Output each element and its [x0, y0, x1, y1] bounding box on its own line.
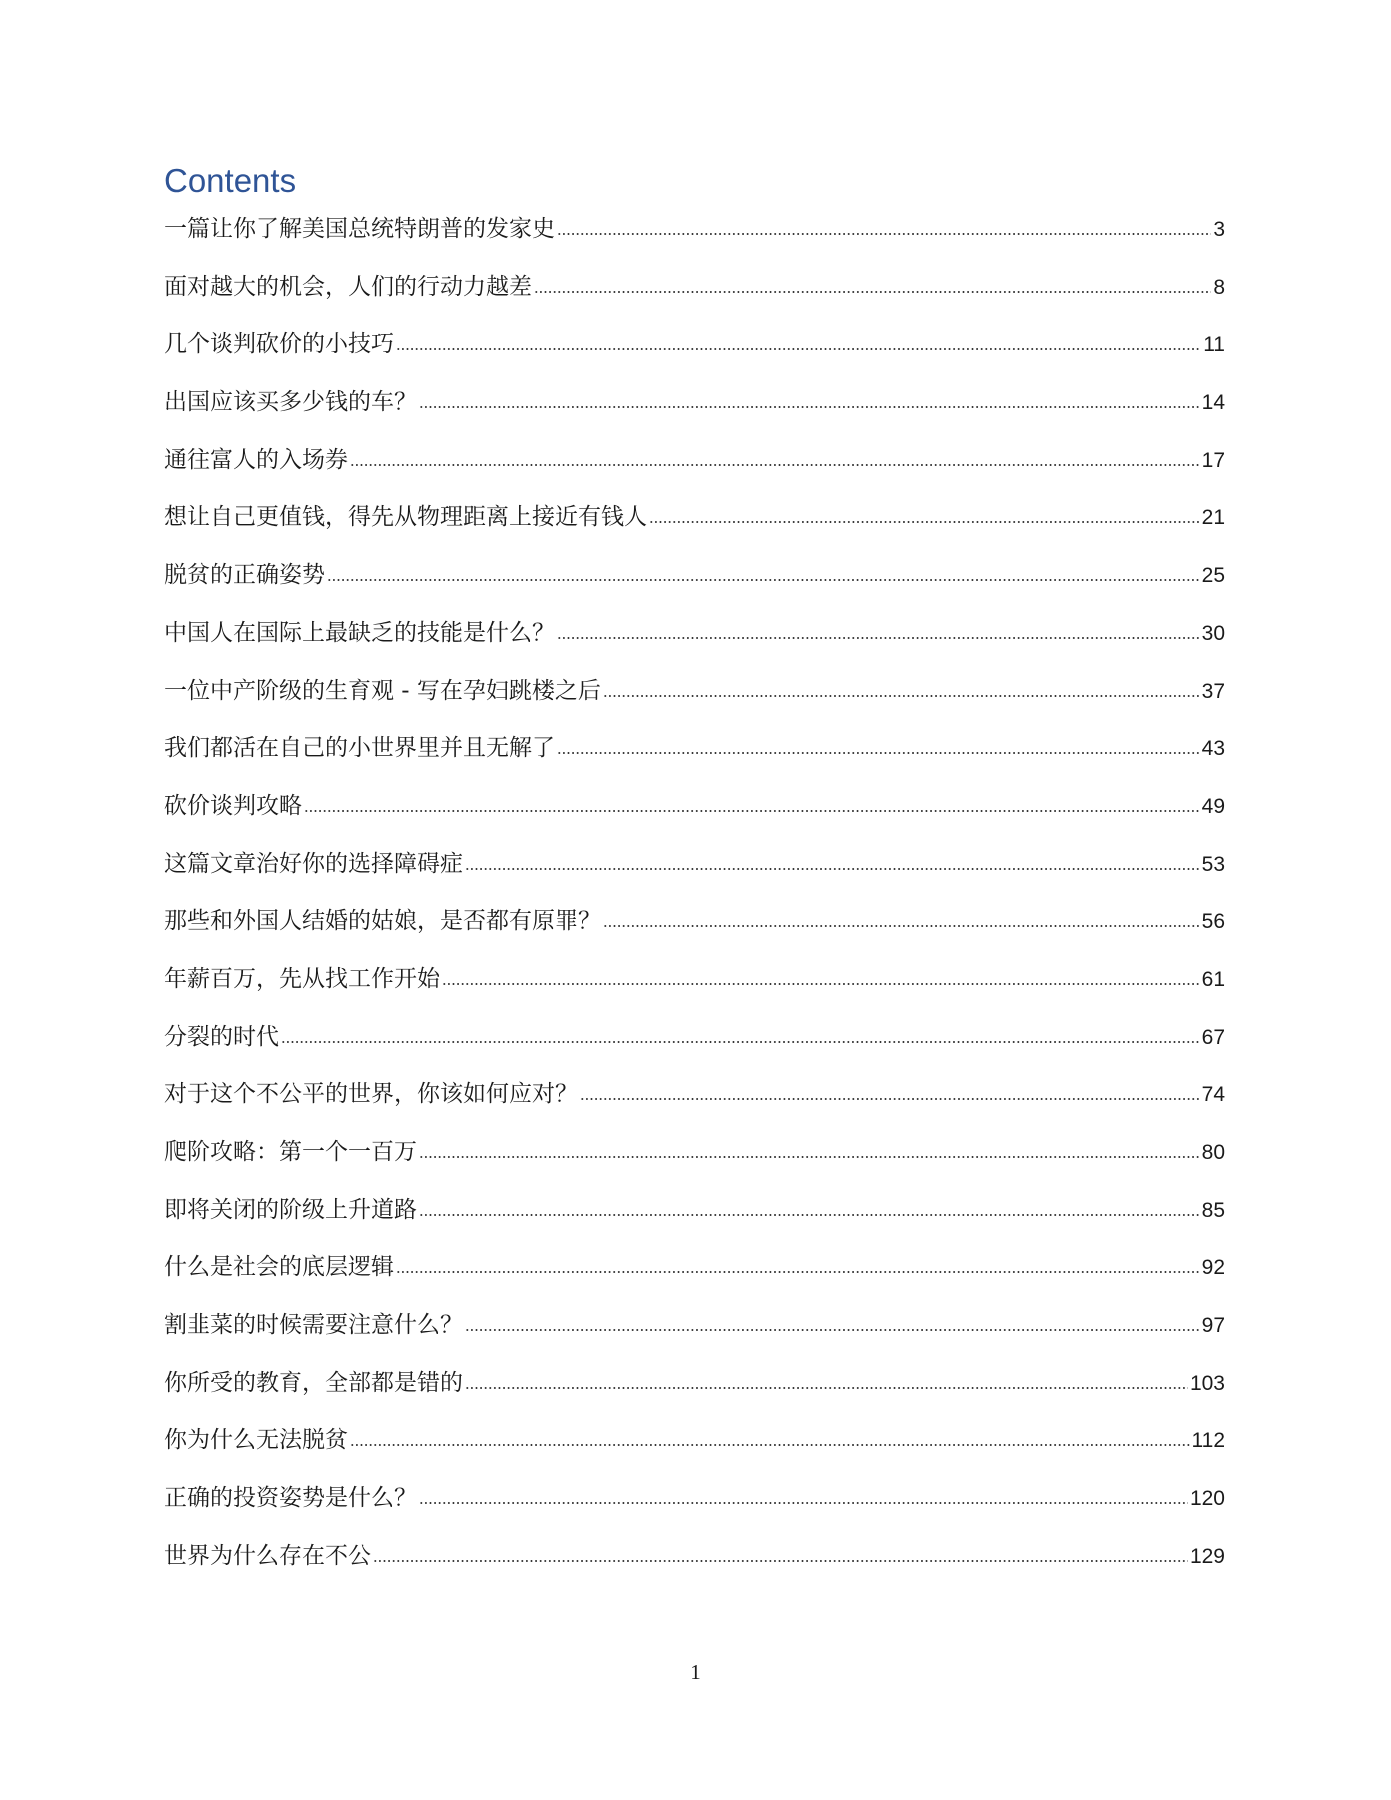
toc-entry-title[interactable]: 我们都活在自己的小世界里并且无解了	[164, 735, 555, 762]
toc-entry[interactable]	[164, 331, 1225, 389]
toc-entry[interactable]	[164, 1543, 1225, 1601]
toc-entry[interactable]	[164, 504, 1225, 562]
toc-entry-page-number[interactable]: 92	[1201, 1256, 1225, 1280]
toc-entry-page-number[interactable]: 85	[1201, 1198, 1225, 1222]
toc-entry-page-number[interactable]: 56	[1201, 910, 1225, 934]
toc-dot-leader	[557, 752, 1200, 754]
toc-entry-page-number[interactable]: 17	[1201, 448, 1225, 472]
toc-entry-title[interactable]: 想让自己更值钱，得先从物理距离上接近有钱人	[164, 504, 647, 531]
toc-dot-leader	[465, 1387, 1188, 1389]
toc-entry-title[interactable]: 对于这个不公平的世界，你该如何应对？	[164, 1081, 578, 1108]
toc-entry[interactable]	[164, 1197, 1225, 1255]
toc-entry-page-number[interactable]: 129	[1189, 1544, 1225, 1568]
toc-heading: Contents	[164, 162, 297, 199]
table-of-contents	[164, 216, 1225, 1601]
toc-entry[interactable]	[164, 1312, 1225, 1370]
toc-dot-leader	[442, 983, 1200, 985]
toc-dot-leader	[465, 1329, 1200, 1331]
toc-entry[interactable]	[164, 389, 1225, 447]
toc-entry[interactable]	[164, 851, 1225, 909]
toc-entry-title[interactable]: 一篇让你了解美国总统特朗普的发家史	[164, 216, 555, 242]
toc-dot-leader	[557, 637, 1200, 639]
toc-entry-page-number[interactable]: 11	[1203, 333, 1225, 357]
toc-entry[interactable]	[164, 1427, 1225, 1485]
toc-dot-leader	[649, 521, 1200, 523]
toc-dot-leader	[419, 406, 1200, 408]
toc-dot-leader	[396, 1271, 1200, 1273]
toc-entry[interactable]	[164, 216, 1225, 274]
toc-entry-page-number[interactable]: 49	[1201, 794, 1225, 818]
toc-dot-leader	[534, 291, 1211, 293]
toc-entry-title[interactable]: 砍价谈判攻略	[164, 792, 302, 819]
toc-entry-page-number[interactable]: 53	[1201, 852, 1225, 876]
toc-entry-title[interactable]: 即将关闭的阶级上升道路	[164, 1196, 417, 1223]
toc-entry-page-number[interactable]: 3	[1213, 218, 1225, 241]
toc-entry[interactable]	[164, 620, 1225, 678]
toc-entry[interactable]	[164, 1370, 1225, 1428]
toc-entry[interactable]	[164, 562, 1225, 620]
toc-entry-title[interactable]: 正确的投资姿势是什么？	[164, 1485, 417, 1512]
toc-entry-title[interactable]: 爬阶攻略：第一个一百万	[164, 1139, 417, 1165]
toc-dot-leader	[419, 1214, 1200, 1216]
toc-dot-leader	[465, 868, 1200, 870]
toc-entry-title[interactable]: 那些和外国人结婚的姑娘，是否都有原罪？	[164, 908, 601, 935]
toc-entry[interactable]	[164, 1024, 1225, 1082]
toc-dot-leader	[603, 695, 1200, 697]
toc-dot-leader	[350, 464, 1200, 466]
toc-entry-title[interactable]: 什么是社会的底层逻辑	[164, 1254, 394, 1281]
toc-entry-page-number[interactable]: 67	[1201, 1025, 1225, 1049]
page-number: 1	[690, 1660, 701, 1684]
toc-entry-page-number[interactable]: 14	[1201, 391, 1225, 415]
toc-entry-page-number[interactable]: 43	[1201, 737, 1225, 761]
toc-dot-leader	[580, 1098, 1200, 1100]
toc-entry-page-number[interactable]: 25	[1201, 564, 1225, 588]
toc-entry-title[interactable]: 脱贫的正确姿势	[164, 562, 325, 589]
toc-entry-page-number[interactable]: 120	[1189, 1487, 1225, 1511]
toc-entry[interactable]	[164, 966, 1225, 1024]
toc-entry-page-number[interactable]: 97	[1201, 1314, 1225, 1338]
toc-entry-title[interactable]: 你所受的教育，全部都是错的	[164, 1369, 463, 1396]
toc-entry-title[interactable]: 年薪百万，先从找工作开始	[164, 965, 440, 992]
toc-entry-page-number[interactable]: 103	[1189, 1371, 1225, 1395]
toc-entry-title[interactable]: 面对越大的机会，人们的行动力越差	[164, 273, 532, 300]
toc-entry-page-number[interactable]: 80	[1201, 1141, 1225, 1164]
toc-dot-leader	[419, 1502, 1188, 1504]
toc-dot-leader	[304, 810, 1200, 812]
toc-dot-leader	[327, 579, 1200, 581]
toc-entry-page-number[interactable]: 112	[1191, 1429, 1225, 1453]
toc-dot-leader	[373, 1560, 1188, 1562]
toc-dot-leader	[396, 348, 1201, 350]
toc-entry-page-number[interactable]: 61	[1201, 967, 1225, 991]
toc-entry-title[interactable]: 通往富人的入场券	[164, 446, 348, 473]
toc-dot-leader	[281, 1041, 1200, 1043]
toc-entry-title[interactable]: 你为什么无法脱贫	[164, 1427, 348, 1454]
toc-entry[interactable]	[164, 1254, 1225, 1312]
toc-entry-title[interactable]: 中国人在国际上最缺乏的技能是什么？	[164, 619, 555, 646]
toc-entry-title[interactable]: 一位中产阶级的生育观 - 写在孕妇跳楼之后	[164, 677, 601, 704]
toc-entry[interactable]	[164, 447, 1225, 505]
toc-entry-title[interactable]: 出国应该买多少钱的车？	[164, 389, 417, 416]
toc-entry-page-number[interactable]: 21	[1201, 506, 1225, 530]
toc-dot-leader	[603, 925, 1200, 927]
toc-entry-page-number[interactable]: 74	[1201, 1083, 1225, 1107]
toc-dot-leader	[557, 233, 1211, 235]
toc-entry[interactable]	[164, 908, 1225, 966]
toc-entry[interactable]	[164, 274, 1225, 332]
toc-entry-title[interactable]: 几个谈判砍价的小技巧	[164, 331, 394, 358]
toc-entry[interactable]	[164, 735, 1225, 793]
toc-entry[interactable]	[164, 1485, 1225, 1543]
toc-entry-title[interactable]: 世界为什么存在不公	[164, 1542, 371, 1569]
toc-entry-page-number[interactable]: 8	[1213, 275, 1225, 299]
toc-entry-page-number[interactable]: 30	[1201, 621, 1225, 645]
toc-entry-title[interactable]: 分裂的时代	[164, 1023, 279, 1050]
toc-entry[interactable]	[164, 1081, 1225, 1139]
toc-entry-title[interactable]: 割韭菜的时候需要注意什么？	[164, 1312, 463, 1339]
toc-entry[interactable]	[164, 678, 1225, 736]
toc-entry[interactable]	[164, 1139, 1225, 1197]
toc-dot-leader	[419, 1156, 1200, 1158]
toc-dot-leader	[350, 1444, 1190, 1446]
toc-entry-title[interactable]: 这篇文章治好你的选择障碍症	[164, 850, 463, 877]
toc-entry-page-number[interactable]: 37	[1201, 679, 1225, 703]
toc-entry[interactable]	[164, 793, 1225, 851]
